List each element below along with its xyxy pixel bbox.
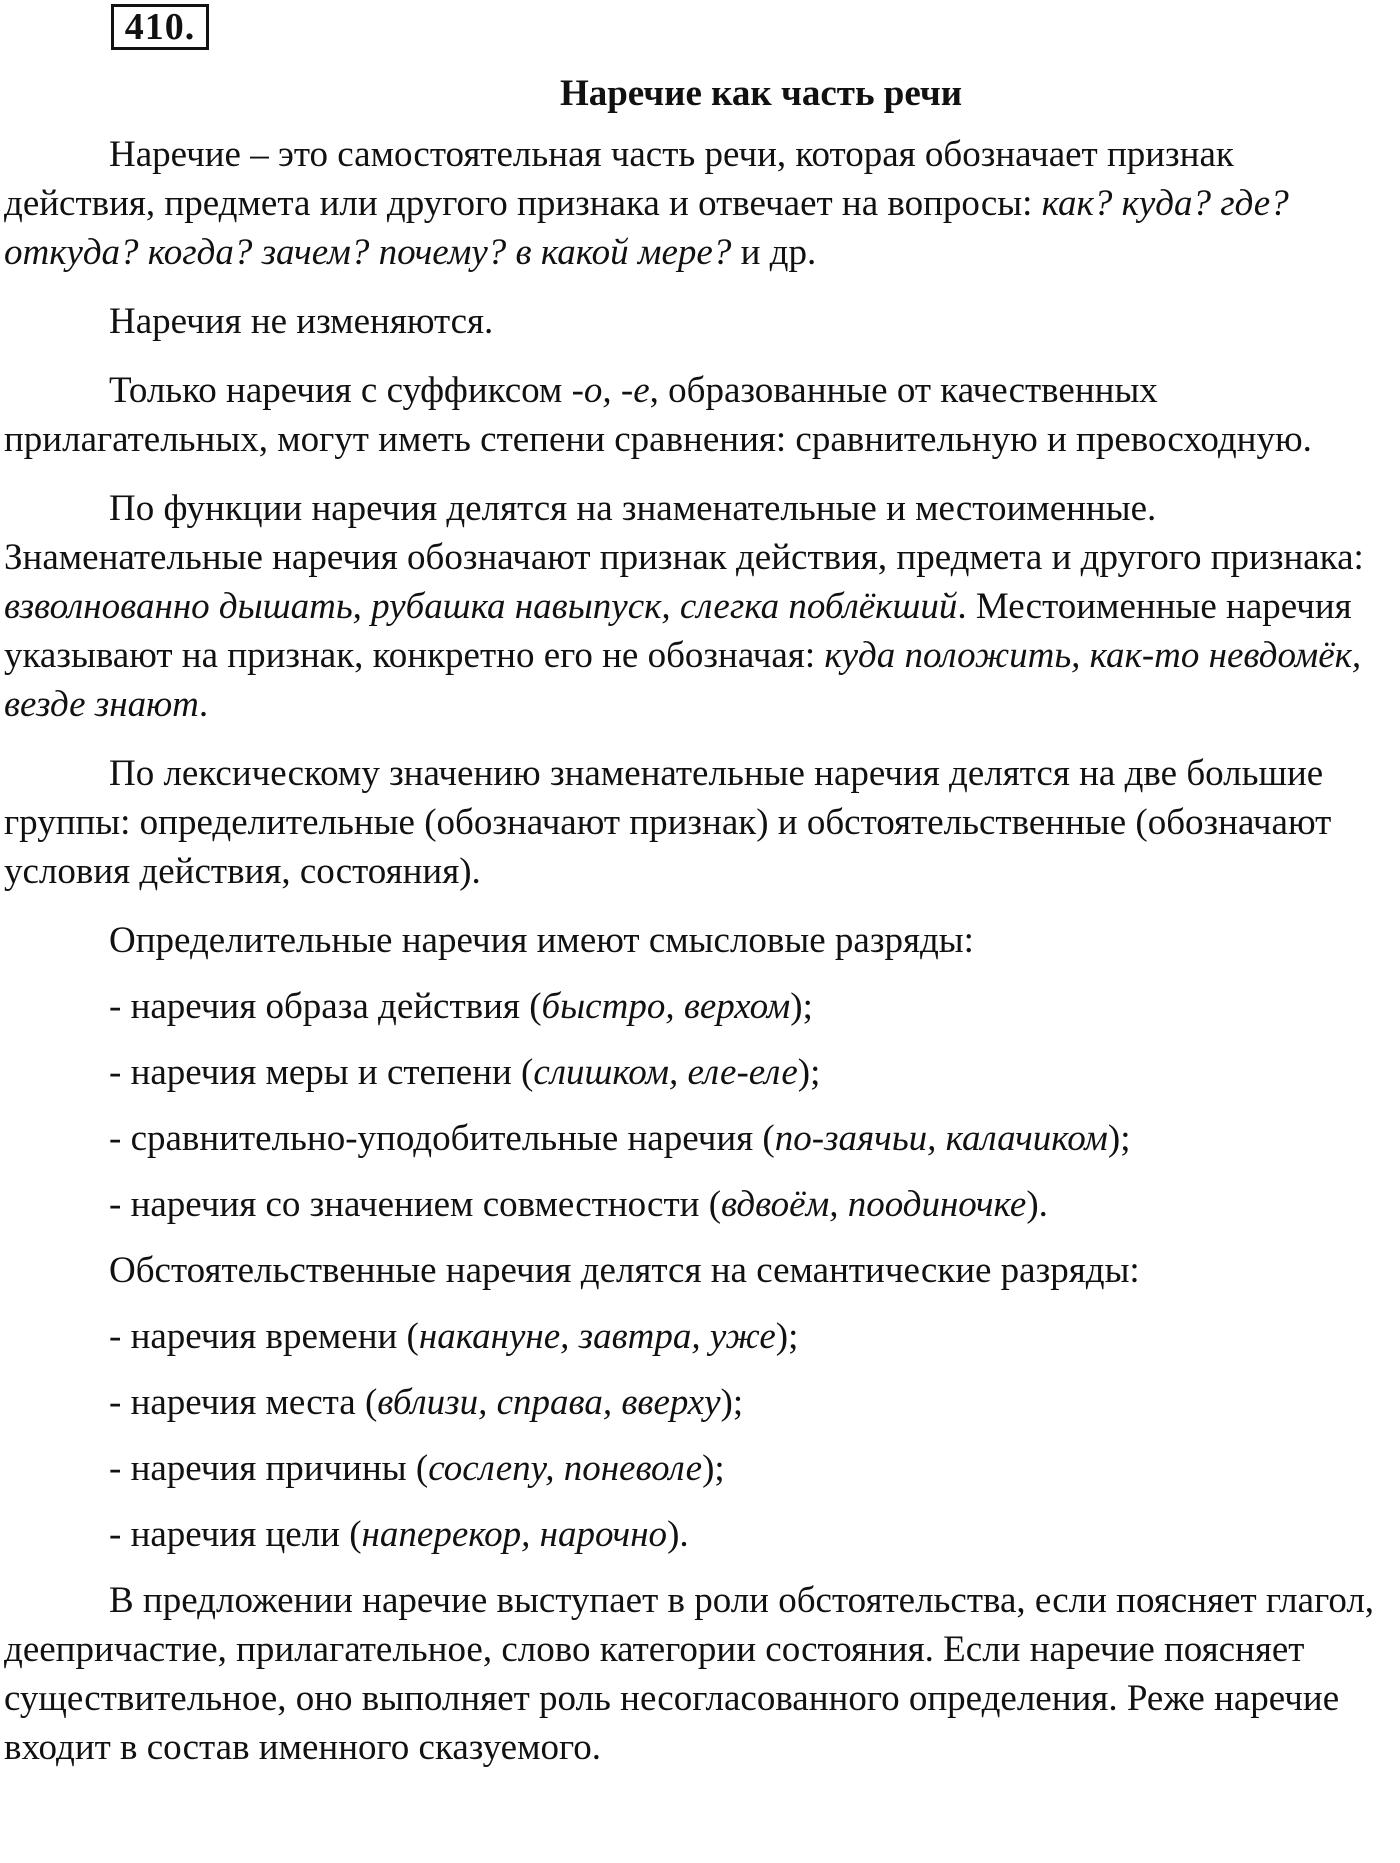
- paragraph-comparison: [4, 366, 1394, 464]
- section-title: Наречие как часть речи: [559, 73, 963, 114]
- item-label: - наречия образа действия (: [109, 986, 542, 1027]
- definitive-intro: Определительные наречия имеют смысловые разряды:: [109, 920, 974, 961]
- exercise-number: 410.: [111, 4, 209, 50]
- item-examples: наперекор, нарочно: [361, 1514, 668, 1555]
- item-end: );: [1107, 1118, 1131, 1159]
- paragraph-syntax: В предложении наречие выступает в роли обстоятельства, если поясняет глагол, деепричастие, прилагательное, слово категории состояния. Если наречие поясняет существительное, оно выполняет роль несогласованного определения. Реже наречие входит в состав именного сказуемого.: [4, 1580, 1375, 1768]
- item-label: - сравнительно-уподобительные наречия (: [109, 1118, 775, 1159]
- paragraph-function: [4, 484, 1394, 729]
- item-end: );: [790, 986, 813, 1027]
- examples-italic: куда положить, как-то невдомёк, везде знают: [4, 635, 1362, 725]
- paragraph-unchangeable: Наречия не изменяются.: [109, 301, 494, 342]
- paragraph-text: Наречие – это самостоятельная часть речи, которая обозначает признак действия, предмета или другого признака и отвечает на вопросы:: [4, 134, 1234, 224]
- list-item: [4, 1114, 1394, 1163]
- item-examples: накануне, завтра, уже: [418, 1316, 776, 1357]
- list-item: [4, 1444, 1394, 1493]
- item-end: );: [797, 1052, 821, 1093]
- paragraph-text: . Местоименные наречия указывают на признак, конкретно его не обозначая:: [4, 586, 1352, 676]
- paragraph-text: .: [198, 684, 209, 725]
- item-end: );: [720, 1382, 744, 1423]
- item-label: - наречия цели (: [109, 1514, 362, 1555]
- list-item: [4, 1510, 1394, 1559]
- item-end: ).: [667, 1514, 689, 1555]
- item-end: );: [775, 1316, 799, 1357]
- item-label: - наречия причины (: [109, 1448, 429, 1489]
- body-text: [4, 130, 1394, 1772]
- paragraph-lexical: По лексическому значению знаменательные наречия делятся на две большие группы: определительные (обозначают признак) и обстоятельственные (обозначают условия действия, состояния).: [4, 753, 1332, 892]
- item-examples: быстро, верхом: [541, 986, 791, 1027]
- item-examples: по-заячьи, калачиком: [774, 1118, 1108, 1159]
- examples-italic: взволнованно дышать, рубашка навыпуск, слегка поблёкший: [4, 586, 958, 627]
- paragraph-text: По функции наречия делятся на знаменательные и местоименные. Знаменательные наречия обозначают признак действия, предмета и другого признака:: [4, 488, 1364, 578]
- list-item: [4, 1180, 1394, 1229]
- questions-italic: как? куда? где? откуда? когда? зачем? почему? в какой мере?: [4, 183, 1289, 273]
- item-examples: вблизи, справа, вверху: [377, 1382, 721, 1423]
- list-item: [4, 1048, 1394, 1097]
- item-label: - наречия времени (: [109, 1316, 419, 1357]
- list-item: [4, 1312, 1394, 1361]
- item-end: );: [702, 1448, 725, 1489]
- circumstantial-intro: Обстоятельственные наречия делятся на семантические разряды:: [109, 1250, 1140, 1291]
- item-examples: вдвоём, поодиночке: [721, 1184, 1027, 1225]
- item-examples: сослепу, поневоле: [428, 1448, 703, 1489]
- item-end: ).: [1026, 1184, 1048, 1225]
- paragraph-text: и др.: [731, 232, 817, 273]
- item-label: - наречия со значением совместности (: [109, 1184, 722, 1225]
- item-examples: слишком, еле-еле: [533, 1052, 798, 1093]
- suffixes-italic: -о, -е: [571, 370, 650, 411]
- list-item: [4, 1378, 1394, 1427]
- paragraph-text: Только наречия с суффиксом: [109, 370, 572, 411]
- paragraph-definition: [4, 130, 1394, 277]
- item-label: - наречия меры и степени (: [109, 1052, 534, 1093]
- paragraph-text: , образованные от качественных прилагательных, могут иметь степени сравнения: сравнительную и превосходную.: [4, 370, 1312, 460]
- list-item: [4, 982, 1394, 1031]
- item-label: - наречия места (: [109, 1382, 378, 1423]
